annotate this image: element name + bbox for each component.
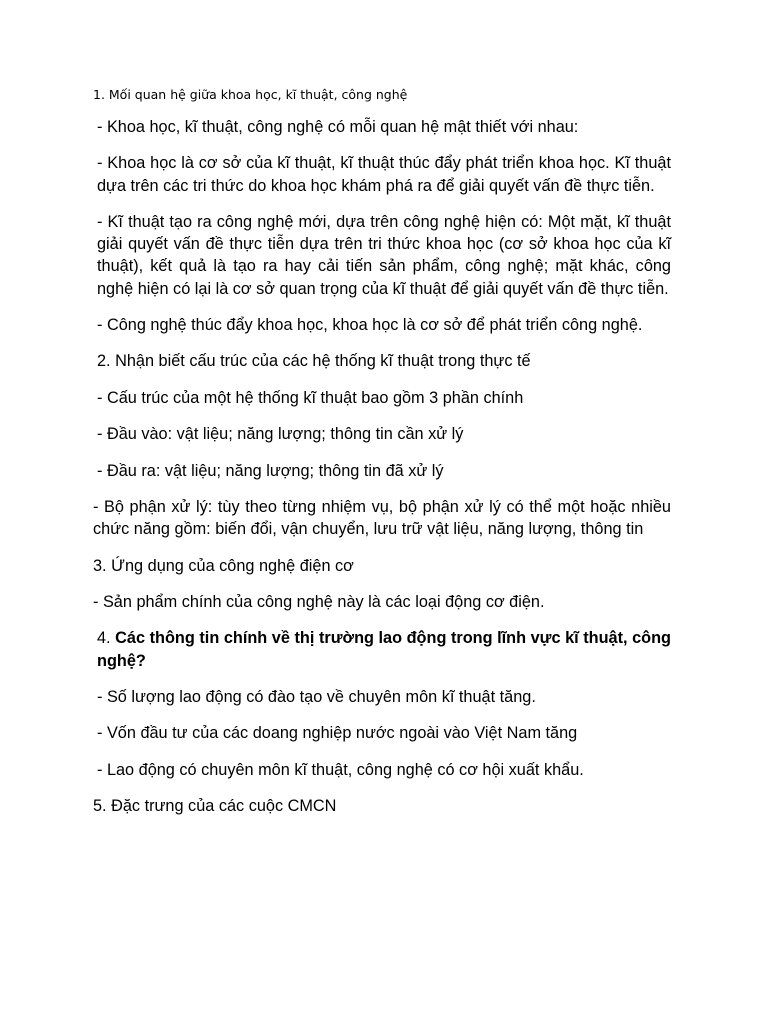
- section-5-heading: 5. Đặc trưng của các cuộc CMCN: [93, 797, 337, 816]
- section-4-title: Các thông tin chính về thị trường lao động trong lĩnh vực kĩ thuật, công nghệ?: [97, 629, 672, 670]
- paragraph-processing-unit: - Bộ phận xử lý: tùy theo từng nhiệm vụ, bộ phận xử lý có thể một hoặc nhiều chức năng gồm: biến đổi, vận chuyển, lưu trữ vật liệu, năng lượng, thông tin: [93, 497, 671, 539]
- paragraph-technology-science: - Công nghệ thúc đẩy khoa học, khoa học là cơ sở để phát triển công nghệ.: [97, 315, 643, 334]
- paragraph-input: - Đầu vào: vật liệu; năng lượng; thông tin cần xử lý: [97, 425, 464, 444]
- section-3-heading: 3. Ứng dụng của công nghệ điện cơ: [93, 556, 354, 575]
- section-4-number: 4.: [97, 629, 111, 648]
- paragraph-system-structure: - Cấu trúc của một hệ thống kĩ thuật bao gồm 3 phần chính: [97, 388, 524, 407]
- paragraph-labor-export: - Lao động có chuyên môn kĩ thuật, công nghệ có cơ hội xuất khẩu.: [97, 760, 584, 779]
- section-1-heading: 1. Mối quan hệ giữa khoa học, kĩ thuật, công nghệ: [93, 87, 408, 102]
- section-4-heading: [93, 627, 671, 671]
- paragraph-technique-technology: - Kĩ thuật tạo ra công nghệ mới, dựa trên công nghệ hiện có: Một mặt, kĩ thuật giải quyết vấn đề thực tiễn dựa trên tri thức khoa học (cơ sở khoa học của kĩ thuật), kết quả là tạo ra hay cải tiến sản phẩm, công nghệ; mặt khác, công nghệ hiện có lại là cơ sở quan trọng của kĩ thuật để giải quyết vấn đề thực tiễn.: [97, 212, 671, 298]
- paragraph-output: - Đầu ra: vật liệu; năng lượng; thông tin đã xử lý: [97, 461, 444, 480]
- section-2-heading: 2. Nhận biết cấu trúc của các hệ thống kĩ thuật trong thực tế: [97, 352, 531, 371]
- paragraph-trained-labor: - Số lượng lao động có đào tạo về chuyên môn kĩ thuật tăng.: [97, 687, 536, 706]
- paragraph-electromechanical-products: - Sản phẩm chính của công nghệ này là các loại động cơ điện.: [93, 592, 545, 611]
- paragraph-science-technique: - Khoa học là cơ sở của kĩ thuật, kĩ thuật thúc đẩy phát triển khoa học. Kĩ thuật dựa trên các tri thức do khoa học khám phá ra để giải quyết vấn đề thực tiễn.: [97, 154, 671, 195]
- document-body: [93, 116, 671, 831]
- paragraph-foreign-investment: - Vốn đầu tư của các doang nghiệp nước ngoài vào Việt Nam tăng: [97, 724, 578, 743]
- paragraph-relationship-intro: - Khoa học, kĩ thuật, công nghệ có mỗi quan hệ mật thiết với nhau:: [97, 118, 579, 136]
